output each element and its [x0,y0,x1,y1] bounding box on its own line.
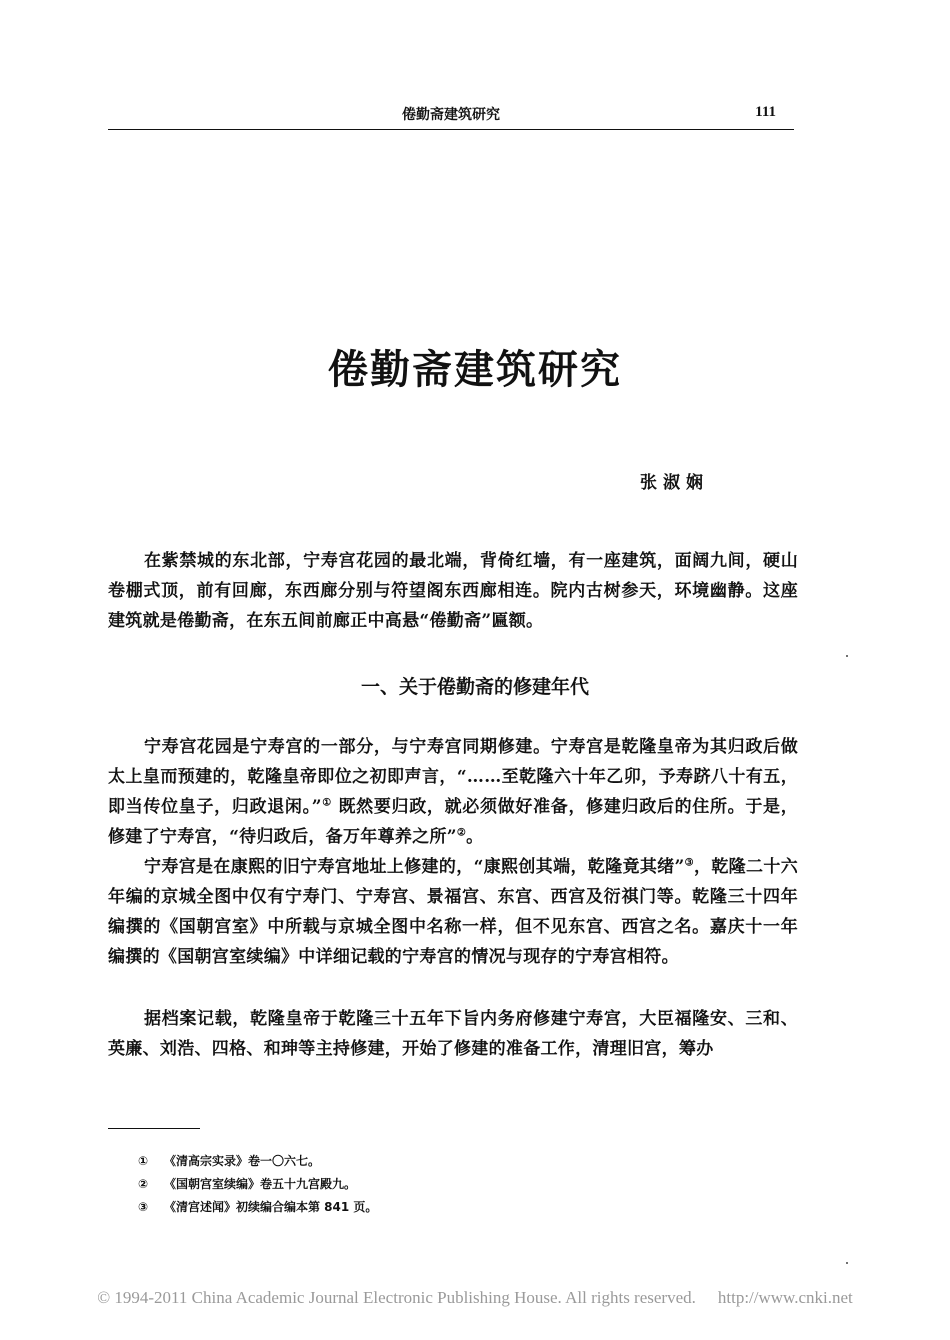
paragraph-text: 宁寿宫是在康熙的旧宁寿宫地址上修建的，“康熙创其端，乾隆竟其绪” [144,857,685,877]
footnote-text: 《清宫述闻》初续编合编本第 841 页。 [164,1200,378,1214]
footnote-text: 《国朝宫室续编》卷五十九宫殿九。 [164,1177,357,1191]
scan-speck [846,1262,848,1264]
page-number: 111 [755,104,776,120]
footnote-1 [138,1150,377,1173]
footnote-ref-3[interactable]: ③ [684,857,694,869]
footnote-ref-2[interactable]: ② [456,827,467,839]
footnote-3 [138,1196,377,1219]
footnote-rule [108,1128,200,1129]
body-paragraph-3: 据档案记载，乾隆皇帝于乾隆三十五年下旨内务府修建宁寿宫，大臣福隆安、三和、英廉、刘浩、四格、和珅等主持修建，开始了修建的准备工作，清理旧宫，筹办 [108,1009,798,1059]
footnote-ref-1[interactable]: ① [321,797,332,809]
paragraph-text: 既然要归政，就必须做好准备，修建归政后的住所。于是，修建了宁寿宫，“待归政后，备万年尊养之所” [108,797,798,847]
author-name: 张淑娴 [640,473,709,493]
body-paragraph-2 [108,852,798,972]
intro-paragraph: 在紫禁城的东北部，宁寿宫花园的最北端，背倚红墙，有一座建筑，面阔九间，硬山卷棚式顶，前有回廊，东西廊分别与符望阁东西廊相连。院内古树参天，环境幽静。这座建筑就是倦勤斋，在东五间前廊正中高悬“倦勤斋”匾额。 [108,551,798,631]
running-header [108,104,794,126]
section-heading: 一、关于倦勤斋的修建年代 [360,676,589,698]
footnote-mark: ① [138,1154,149,1168]
paragraph-text: 。 [466,827,484,847]
running-title: 倦勤斋建筑研究 [402,107,500,123]
footnote-mark: ③ [138,1200,149,1214]
footnote-2 [138,1173,377,1196]
copyright-text: © 1994-2011 China Academic Journal Electronic Publishing House. All rights reserved. [97,1288,696,1307]
paragraph-text: ，乾隆二十六年编的京城全图中仅有宁寿门、宁寿宫、景福宫、东宫、西宫及衍祺门等。乾隆三十四年编撰的《国朝宫室》中所载与京城全图中名称一样，但不见东宫、西宫之名。嘉庆十一年编撰的《国朝宫室续编》中详细记载的宁寿宫的情况与现存的宁寿宫相符。 [108,857,799,967]
header-rule [108,129,794,130]
body-paragraph-1 [108,732,798,852]
scan-speck [846,655,848,657]
paragraph-text: 宁寿宫花园是宁寿宫的一部分，与宁寿宫同期修建。宁寿宫是乾隆皇帝为其归政后做太上皇而预建的，乾隆皇帝即位之初即声言，“……至乾隆六十年乙卯，予寿跻八十有五，即当传位皇子，归政退闲。” [108,737,798,817]
footnote-text: 《清高宗实录》卷一〇六七。 [164,1154,321,1168]
source-url[interactable]: http://www.cnki.net [717,1288,853,1307]
footnotes [138,1150,377,1219]
copyright-watermark [0,1288,950,1308]
footnote-mark: ② [138,1177,149,1191]
article-title: 倦勤斋建筑研究 [328,347,622,393]
